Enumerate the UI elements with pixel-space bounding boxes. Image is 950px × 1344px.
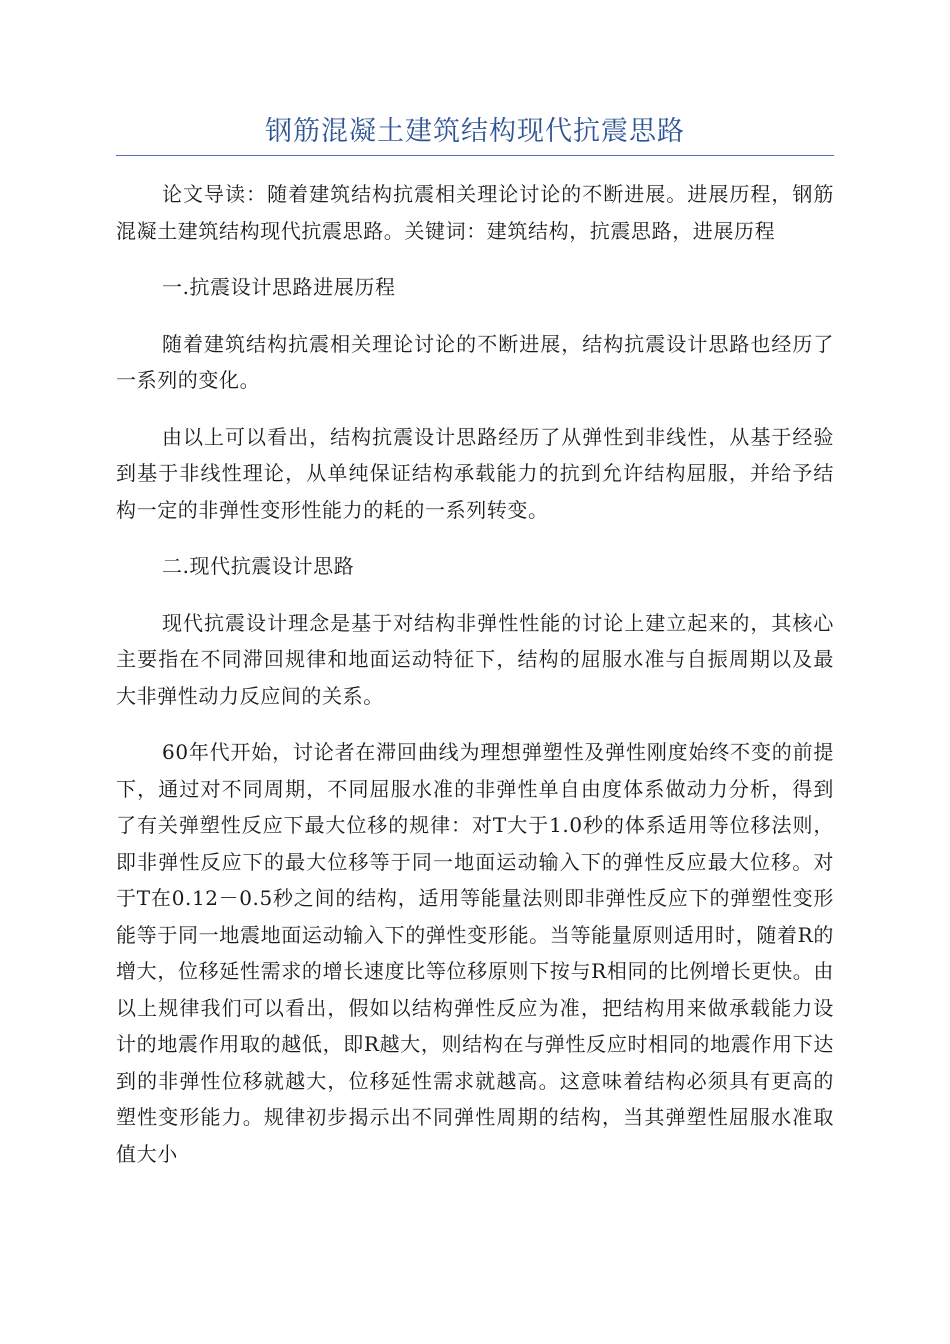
document-title: 钢筋混凝土建筑结构现代抗震思路 [265,116,685,147]
section-heading-2: 二.现代抗震设计思路 [162,554,355,578]
abstract-paragraph: 论文导读：随着建筑结构抗震相关理论讨论的不断进展。进展历程，钢筋混凝土建筑结构现代抗震思路。关键词：建筑结构，抗震思路，进展历程 [116,182,834,243]
body-paragraph: 随着建筑结构抗震相关理论讨论的不断进展，结构抗震设计思路也经历了一系列的变化。 [116,331,834,392]
section-heading-1: 一.抗震设计思路进展历程 [162,275,396,299]
body-paragraph: 由以上可以看出，结构抗震设计思路经历了从弹性到非线性，从基于经验到基于非线性理论，从单纯保证结构承载能力的抗到允许结构屈服，并给予结构一定的非弹性变形性能力的耗的一系列转变。 [116,424,834,522]
title-underline [116,155,834,156]
document-body [116,176,834,1172]
body-paragraph: 60年代开始，讨论者在滞回曲线为理想弹塑性及弹性刚度始终不变的前提下，通过对不同周期，不同屈服水准的非弹性单自由度体系做动力分析，得到了有关弹塑性反应下最大位移的规律：对T大于1.0秒的体系适用等位移法则，即非弹性反应下的最大位移等于同一地面运动输入下的弹性反应最大位移。对于T在0.12－0.5秒之间的结构，适用等能量法则即非弹性反应下的弹塑性变形能等于同一地震地面运动输入下的弹性变形能。当等能量原则适用时，随着R的增大，位移延性需求的增长速度比等位移原则下按与R相同的比例增长更快。由以上规律我们可以看出，假如以结构弹性反应为准，把结构用来做承载能力设计的地震作用取的越低，即R越大，则结构在与弹性反应时相同的地震作用下达到的非弹性位移就越大，位移延性需求就越高。这意味着结构必须具有更高的塑性变形能力。规律初步揭示出不同弹性周期的结构，当其弹塑性屈服水准取值大小 [116,740,834,1166]
body-paragraph: 现代抗震设计理念是基于对结构非弹性性能的讨论上建立起来的，其核心主要指在不同滞回规律和地面运动特征下，结构的屈服水准与自振周期以及最大非弹性动力反应间的关系。 [116,610,834,708]
